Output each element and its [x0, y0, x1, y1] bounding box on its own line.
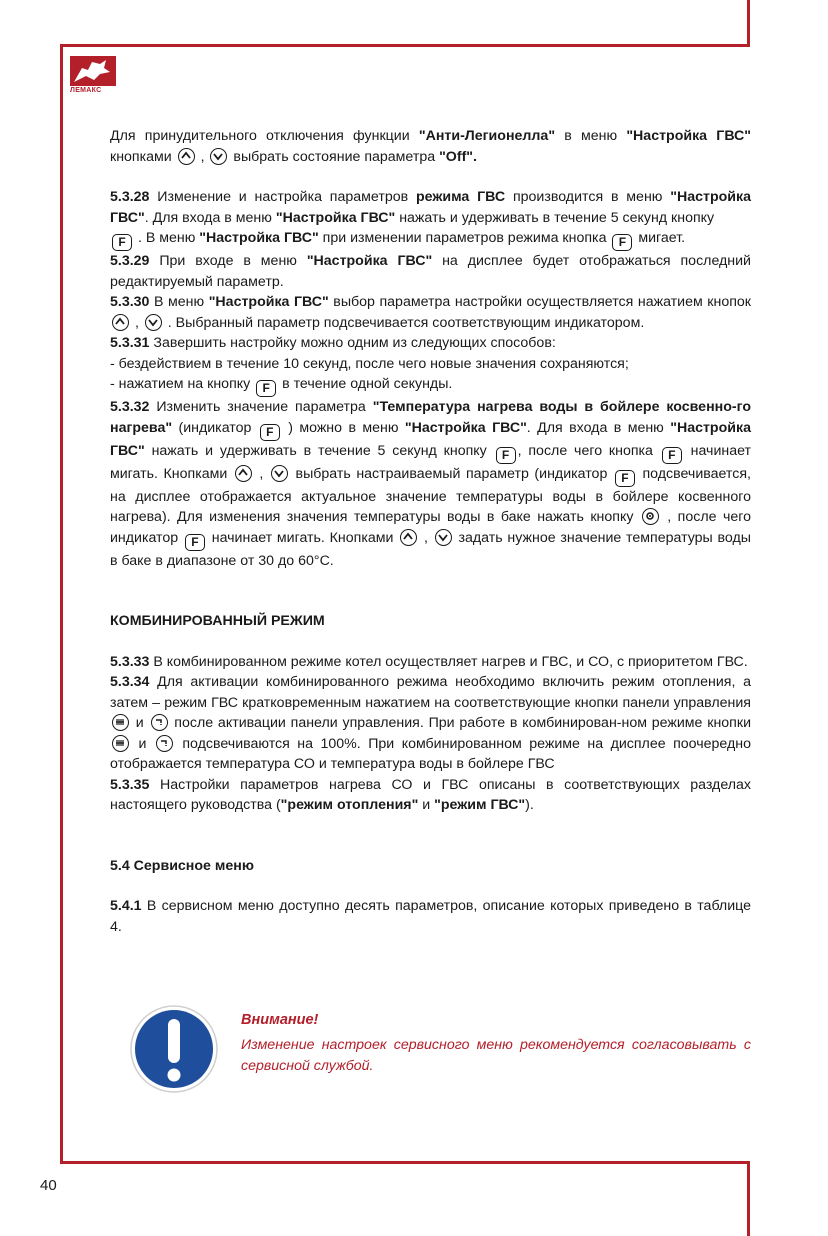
- logo-text: ЛЕМАКС: [70, 87, 102, 94]
- radiator-icon: [112, 714, 129, 731]
- up-arrow-icon: [235, 465, 252, 482]
- warning-title: Внимание!: [241, 1012, 319, 1028]
- paragraph-5-3-30: 5.3.30 В меню "Настройка ГВС" выбор параметра настройки осуществляется нажатием кнопок , . Выбранный параметр подсвечивается соответствующим индикатором.: [110, 294, 751, 331]
- page-frame-bottom: [60, 1161, 750, 1164]
- paragraph-5-3-32: 5.3.32 Изменить значение параметра "Температура нагрева воды в бойлере косвенно-го нагрева" (индикатор F ) можно в меню "Настройка ГВС". Для входа в меню "Настройка ГВС" нажать и удерживать в течение 5 секунд кнопку F , после чего кнопка F начинает мигать. Кнопками , выбрать настраиваемый параметр (индикатор F подсвечивается, на дисплее отображается актуальное значение температуры воды в бойлере косвенного нагрева). Для изменения значения температуры воды в баке нажать кнопку , после чего индикатор F начинает мигать. Кнопками , задать нужное значение температуры воды в баке в диапазоне от 30 до 60°С.: [110, 399, 752, 569]
- radiator-icon: [112, 735, 129, 752]
- faucet-icon: [151, 714, 168, 731]
- page-frame-right-bottom: [747, 1161, 750, 1236]
- down-arrow-icon: [145, 314, 162, 331]
- paragraph-5-3-28: 5.3.28 Изменение и настройка параметров режима ГВС производится в меню "Настройка ГВС". Для входа в меню "Настройка ГВС" нажать и удерживать в течение 5 секунд кнопку F . В меню "Настройка ГВС" при изменении параметров режима кнопка F мигает.: [110, 189, 751, 249]
- paragraph-5-3-33: 5.3.33 В комбинированном режиме котел осуществляет нагрев и ГВС, и СО, с приоритетом ГВС.: [110, 653, 748, 670]
- gear-icon: [642, 508, 659, 525]
- page-frame-left: [60, 44, 63, 1164]
- faucet-icon: [156, 735, 173, 752]
- up-arrow-icon: [112, 314, 129, 331]
- page-content: [110, 126, 751, 937]
- heading-combined-mode: КОМБИНИРОВАННЫЙ РЕЖИМ: [110, 613, 325, 629]
- page-frame-top: [60, 0, 750, 47]
- up-arrow-icon: [178, 148, 195, 165]
- up-arrow-icon: [400, 529, 417, 546]
- down-arrow-icon: [271, 465, 288, 482]
- f-button-icon: F: [185, 534, 205, 551]
- f-button-icon: F: [260, 424, 280, 441]
- page-number: 40: [40, 1177, 57, 1194]
- down-arrow-icon: [210, 148, 227, 165]
- exclamation-icon: [130, 1005, 218, 1093]
- f-button-icon: F: [612, 234, 632, 251]
- down-arrow-icon: [435, 529, 452, 546]
- f-button-icon: F: [112, 234, 132, 251]
- f-button-icon: F: [256, 380, 276, 397]
- f-button-icon: F: [496, 447, 516, 464]
- paragraph-anti-legionella: Для принудительного отключения функции "Анти-Легионелла" в меню "Настройка ГВС" кнопками , выбрать состояние параметра "Off".: [110, 128, 751, 165]
- heading-service-menu: 5.4 Сервисное меню: [110, 857, 254, 874]
- paragraph-5-3-35: 5.3.35 Настройки параметров нагрева СО и ГВС описаны в соответствующих разделах настоящего руководства ("режим отопления" и "режим ГВС").: [110, 776, 751, 813]
- paragraph-5-3-34: 5.3.34 Для активации комбинированного режима необходимо включить режим отопления, а затем – режим ГВС кратковременным нажатием на соответствующие кнопки панели управления и после активации панели управления. При работе в комбинирован-ном режиме кнопки и подсвечиваются на 100%. При комбинированном режиме на дисплее поочередно отображается температура СО и температура воды в бойлере ГВС: [110, 674, 751, 772]
- paragraph-5-3-31: 5.3.31 Завершить настройку можно одним из следующих способов: - бездействием в течение 10 секунд, после чего новые значения сохраняются; - нажатием на кнопку F в течение одной секунды.: [110, 335, 629, 395]
- f-button-icon: F: [662, 447, 682, 464]
- paragraph-5-3-29: 5.3.29 При входе в меню "Настройка ГВС" на дисплее будет отображаться последний редактируемый параметр.: [110, 253, 751, 290]
- f-button-icon: F: [615, 470, 635, 487]
- warning-text: Изменение настроек сервисного меню рекомендуется согласовывать с сервисной службой.: [241, 1037, 751, 1074]
- paragraph-5-4-1: 5.4.1 В сервисном меню доступно десять параметров, описание которых приведено в таблице 4.: [110, 898, 751, 935]
